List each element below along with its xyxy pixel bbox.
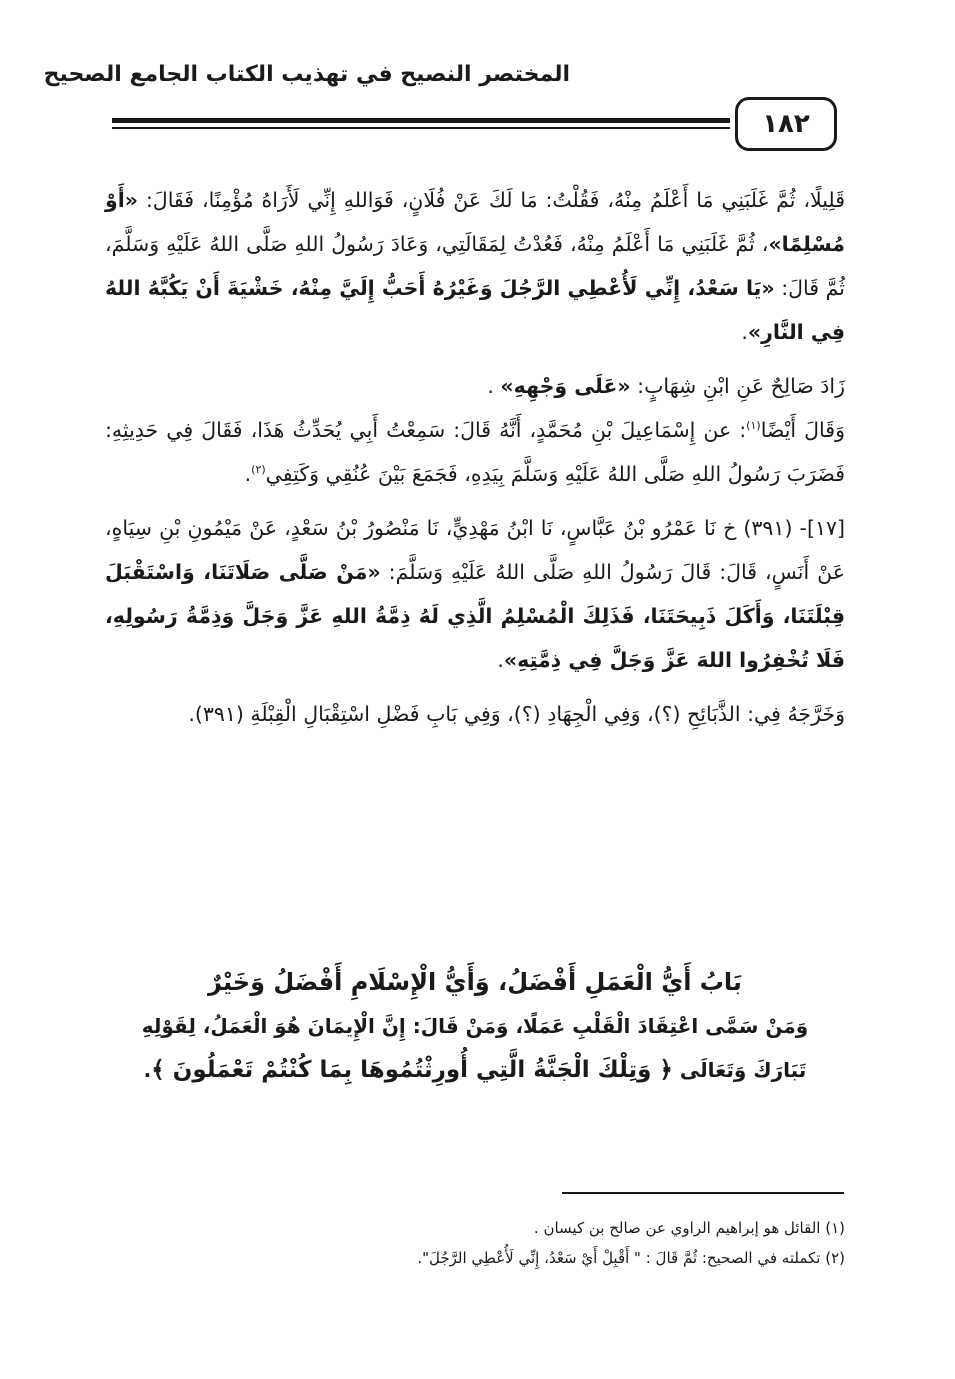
hadith-17: [105, 506, 845, 682]
footnote-ref-2[interactable]: (٢): [251, 463, 266, 477]
running-title: المختصر النصيح في تهذيب الكتاب الجامع الصحيح: [43, 62, 570, 87]
header-rule-thin: [112, 127, 730, 129]
chapter-subtitle: [115, 1004, 835, 1092]
hadith-17-end: .: [497, 648, 504, 672]
prophetic-quote: «عَلَى وَجْهِهِ»: [500, 374, 631, 398]
paragraph-2: [105, 364, 845, 408]
hadith-17-isnad: [١٧]- (٣٩١) خ نَا عَمْرُو بْنُ عَبَّاسٍ، نَا ابْنُ مَهْدِيٍّ، نَا مَنْصُورُ بْنُ سَعْدٍ، عَنْ مَيْمُونِ بْنِ سِيَاهٍ، عَنْ أَنَسٍ، قَالَ: قَالَ رَسُولُ اللهِ صَلَّى اللهُ عَلَيْهِ وَسَلَّمَ:: [105, 516, 845, 584]
header-rule-thick: [112, 118, 730, 123]
footnote-2: (٢) تكملته في الصحيح: ثُمَّ قَالَ : " أَقْبِلْ أَيْ سَعْدُ، إِنِّي لَأُعْطِي الرَّجُلَ".: [417, 1249, 845, 1267]
prophetic-quote: «أَوْ مُسْلِمًا»: [105, 188, 845, 256]
paragraph-5: وَخَرَّجَهُ فِي: الذَّبَائِحِ (؟)، وَفِي الْجِهَادِ (؟)، وَفِي بَابِ فَضْلِ اسْتِقْبَالِ الْقِبْلَةِ (٣٩١).: [188, 702, 845, 726]
chapter-heading: [115, 960, 835, 1092]
prophetic-quote: «يَا سَعْدُ، إِنِّي لَأُعْطِي الرَّجُلَ وَغَيْرُهُ أَحَبُّ إِلَيَّ مِنْهُ، خَشْيَةَ أَنْ يَكُبَّهُ اللهُ فِي النَّارِ»: [105, 276, 845, 344]
page-number: ١٨٢: [735, 97, 837, 151]
paragraph-2-text-a: زَادَ صَالِحٌ عَنِ ابْنِ شِهَابٍ:: [630, 374, 845, 398]
paragraph-1-end: .: [741, 320, 748, 344]
footnote-ref-1[interactable]: (١): [746, 419, 761, 433]
main-text: [105, 178, 845, 736]
footnote-1: (١) القائل هو إبراهيم الراوي عن صالح بن كيسان .: [533, 1219, 845, 1237]
chapter-subtitle-end: .: [143, 1058, 152, 1082]
paragraph-3-text-a: وَقَالَ أَيْضًا: [760, 418, 846, 442]
paragraph-1-text-a: قَلِيلًا، ثُمَّ غَلَبَنِي مَا أَعْلَمُ مِنْهُ، فَقُلْتُ: مَا لَكَ عَنْ فُلَانٍ، فَوَاللهِ إِنِّي لَأَرَاهُ مُؤْمِنًا، فَقَالَ:: [138, 188, 845, 212]
paragraph-3-text-b: : عن إِسْمَاعِيلَ بْنِ مُحَمَّدٍ، أَنَّهُ قَالَ: سَمِعْتُ أَبِي يُحَدِّثُ هَذَا، فَقَالَ فِي حَدِيثِهِ: فَضَرَبَ رَسُولُ اللهِ صَلَّى اللهُ عَلَيْهِ وَسَلَّمَ بِيَدِهِ، فَجَمَعَ بَيْنَ عُنُقِي وَكَتِفِي: [105, 418, 845, 486]
chapter-subtitle-text: وَمَنْ سَمَّى اعْتِقَادَ الْقَلْبِ عَمَلًا، وَمَنْ قَالَ: إِنَّ الْإِيمَانَ هُوَ الْعَمَلُ، لِقَوْلِهِ تَبَارَكَ وَتَعَالَى: [141, 1014, 809, 1082]
footnotes: [300, 1213, 845, 1273]
paragraph-3: [105, 408, 845, 496]
paragraph-2-end: .: [487, 374, 501, 398]
footnote-separator: [562, 1192, 844, 1194]
paragraph-3-end: .: [244, 462, 252, 486]
chapter-title: بَابُ أَيُّ الْعَمَلِ أَفْضَلُ، وَأَيُّ الْإِسْلَامِ أَفْضَلُ وَخَيْرٌ: [208, 968, 742, 996]
quran-verse: ﴿ وَتِلْكَ الْجَنَّةُ الَّتِي أُورِثْتُمُوهَا بِمَا كُنْتُمْ تَعْمَلُونَ ﴾: [151, 1057, 673, 1083]
paragraph-1: [105, 178, 845, 354]
paragraph-1-text-b: ، ثُمَّ غَلَبَنِي مَا أَعْلَمُ مِنْهُ، فَعُدْتُ لِمَقَالَتِي، وَعَادَ رَسُولُ اللهِ صَلَّى اللهُ عَلَيْهِ وَسَلَّمَ، ثُمَّ قَالَ:: [105, 232, 845, 300]
prophetic-quote: «مَنْ صَلَّى صَلَاتَنَا، وَاسْتَقْبَلَ قِبْلَتَنَا، وَأَكَلَ ذَبِيحَتَنَا، فَذَلِكَ الْمُسْلِمُ الَّذِي لَهُ ذِمَّةُ اللهِ عَزَّ وَجَلَّ وَذِمَّةُ رَسُولِهِ، فَلَا تُخْفِرُوا اللهَ عَزَّ وَجَلَّ فِي ذِمَّتِهِ»: [105, 560, 845, 672]
